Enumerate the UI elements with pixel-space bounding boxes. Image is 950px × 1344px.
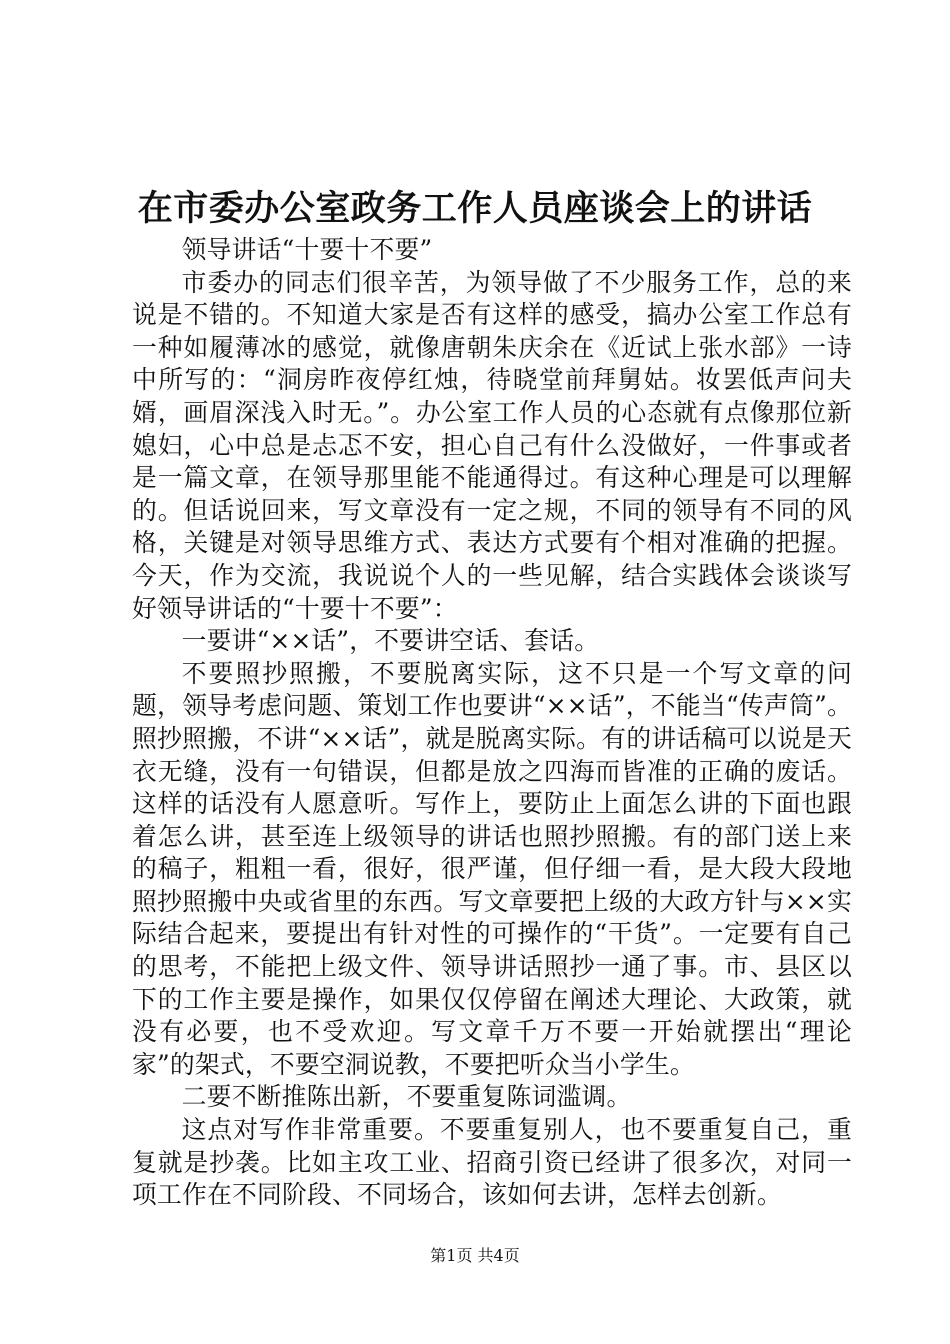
paragraph-heading-one: 一要讲“××话”，不要讲空话、套话。	[181, 626, 600, 656]
page-footer: 第1页 共4页	[430, 1246, 520, 1265]
paragraph-body-two: 这点对写作非常重要。不要重复别人，也不要重复自己，重复就是抄袭。比如主攻工业、招商引资已经讲了很多次，对同一项工作在不同阶段、不同场合，该如何去讲，怎样去创新。	[132, 1115, 852, 1210]
paragraph-intro: 市委办的同志们很辛苦，为领导做了不少服务工作，总的来说是不错的。不知道大家是否有这样的感受，搞办公室工作总有一种如履薄冰的感觉，就像唐朝朱庆余在《近试上张水部》一诗中所写的：“洞房昨夜停红烛，待晓堂前拜舅姑。妆罢低声问夫婿，画眉深浅入时无。”。办公室工作人员的心态就有点像那位新媳妇，心中总是忐忑不安，担心自己有什么没做好，一件事或者是一篇文章，在领导那里能不能通得过。有这种心理是可以理解的。但话说回来，写文章没有一定之规，不同的领导有不同的风格，关键是对领导思维方式、表达方式要有个相对准确的把握。今天，作为交流，我说说个人的一些见解，结合实践体会谈谈写好领导讲话的“十要十不要”：	[132, 267, 852, 623]
document-body	[132, 234, 852, 1212]
paragraph-heading-two: 二要不断推陈出新，不要重复陈词滥调。	[181, 1082, 632, 1112]
paragraph-subtitle: 领导讲话“十要十不要”	[181, 235, 433, 264]
paragraph-body-one: 不要照抄照搬，不要脱离实际，这不只是一个写文章的问题，领导考虑问题、策划工作也要讲“××话”，不能当“传声筒”。照抄照搬，不讲“××话”，就是脱离实际。有的讲话稿可以说是天衣无缝，没有一句错误，但都是放之四海而皆准的正确的废话。这样的话没有人愿意听。写作上，要防止上面怎么讲的下面也跟着怎么讲，甚至连上级领导的讲话也照抄照搬。有的部门送上来的稿子，粗粗一看，很好，很严谨，但仔细一看，是大段大段地照抄照搬中央或省里的东西。写文章要把上级的大政方针与××实际结合起来，要提出有针对性的可操作的“干货”。一定要有自己的思考，不能把上级文件、领导讲话照抄一通了事。市、县区以下的工作主要是操作，如果仅仅停留在阐述大理论、大政策，就没有必要，也不受欢迎。写文章千万不要一开始就摆出“理论家”的架式，不要空洞说教，不要把听众当小学生。	[132, 658, 852, 1079]
page-title: 在市委办公室政务工作人员座谈会上的讲话	[137, 188, 813, 229]
